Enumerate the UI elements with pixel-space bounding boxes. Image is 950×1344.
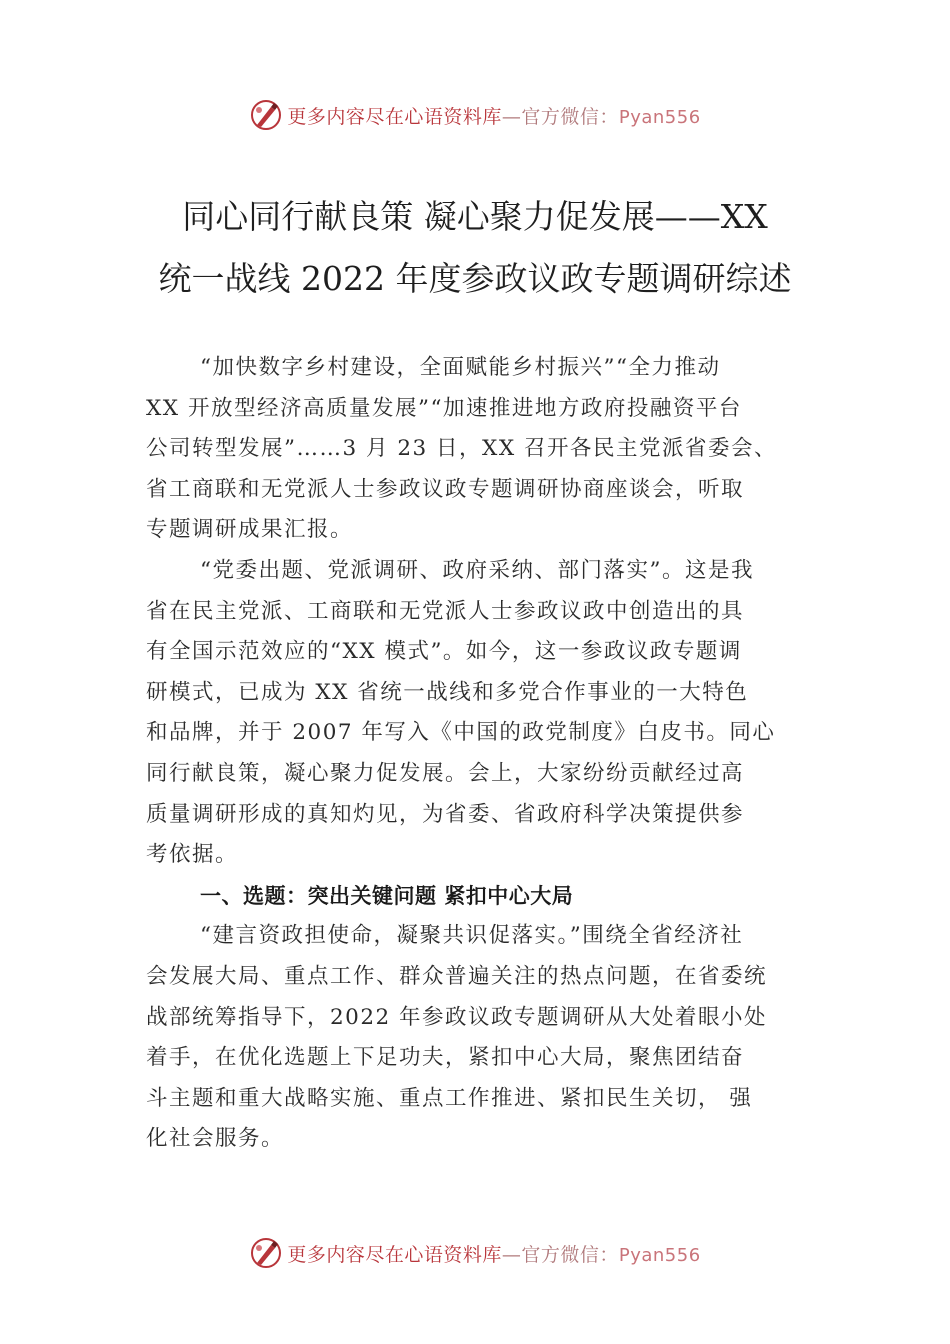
watermark-text [287, 102, 700, 129]
paragraph-line: 有全国示范效应的“XX 模式”。如今，这一参政议政专题调 [146, 639, 742, 665]
paragraph-line: 斗主题和重大战略实施、重点工作推进、紧扣民生关切， 强 [146, 1085, 753, 1111]
watermark-banner-top [0, 95, 950, 135]
document-title [100, 186, 850, 310]
paragraph-line: 化社会服务。 [146, 1126, 285, 1152]
paragraph-line: 研模式，已成为 XX 省统一战线和多党合作事业的一大特色 [146, 679, 749, 705]
paragraph-line: 省在民主党派、工商联和无党派人士参政议政中创造出的具 [146, 598, 745, 624]
paragraph-line: 同行献良策，凝心聚力促发展。会上，大家纷纷贡献经过高 [146, 760, 745, 786]
watermark-banner-bottom [0, 1233, 950, 1273]
paragraph-line: XX 开放型经济高质量发展”“加速推进地方政府投融资平台 [146, 395, 742, 421]
paragraph-line: “党委出题、党派调研、政府采纳、部门落实”。这是我 [200, 557, 754, 583]
watermark-wechat-id: Pyan556 [618, 106, 701, 128]
paragraph-line: 会发展大局、重点工作、群众普遍关注的热点问题，在省委统 [146, 963, 768, 989]
watermark-text-grey: —官方微信： [501, 105, 619, 128]
paragraph-3 [146, 916, 808, 1160]
paragraph-2 [146, 551, 808, 876]
paragraph-line: 质量调研形成的真知灼见，为省委、省政府科学决策提供参 [146, 801, 745, 827]
watermark-text [287, 1240, 700, 1267]
title-line-1: 同心同行献良策 凝心聚力促发展——XX [182, 197, 768, 236]
watermark-text-red: 更多内容尽在心语资料库 [287, 1243, 502, 1266]
title-line-2: 统一战线 2022 年度参政议政专题调研综述 [158, 259, 792, 298]
paragraph-line: 省工商联和无党派人士参政议政专题调研协商座谈会，听取 [146, 476, 745, 502]
paragraph-line: 战部统筹指导下，2022 年参政议政专题调研从大处着眼小处 [146, 1004, 768, 1030]
section-heading-1: 一、选题：突出关键问题 紧扣中心大局 [200, 883, 574, 908]
watermark-wechat-id: Pyan556 [618, 1244, 701, 1266]
paragraph-line: “加快数字乡村建设，全面赋能乡村振兴”“全力推动 [200, 355, 721, 380]
paragraph-line: “建言资政担使命，凝聚共识促落实。”围绕全省经济社 [200, 923, 744, 949]
pen-logo-icon [249, 98, 283, 132]
paragraph-line: 着手，在优化选题上下足功夫，紧扣中心大局，聚焦团结奋 [146, 1045, 745, 1071]
pen-logo-icon [249, 1236, 283, 1270]
paragraph-line: 考依据。 [146, 842, 239, 868]
paragraph-line: 和品牌，并于 2007 年写入《中国的政党制度》白皮书。同心 [146, 720, 776, 746]
paragraph-line: 公司转型发展”……3 月 23 日，XX 召开各民主党派省委会、 [146, 436, 777, 462]
paragraph-1 [146, 348, 808, 551]
document-body [146, 348, 808, 1160]
paragraph-line: 专题调研成果汇报。 [146, 517, 354, 543]
watermark-text-grey: —官方微信： [501, 1243, 619, 1266]
watermark-text-red: 更多内容尽在心语资料库 [287, 105, 502, 128]
